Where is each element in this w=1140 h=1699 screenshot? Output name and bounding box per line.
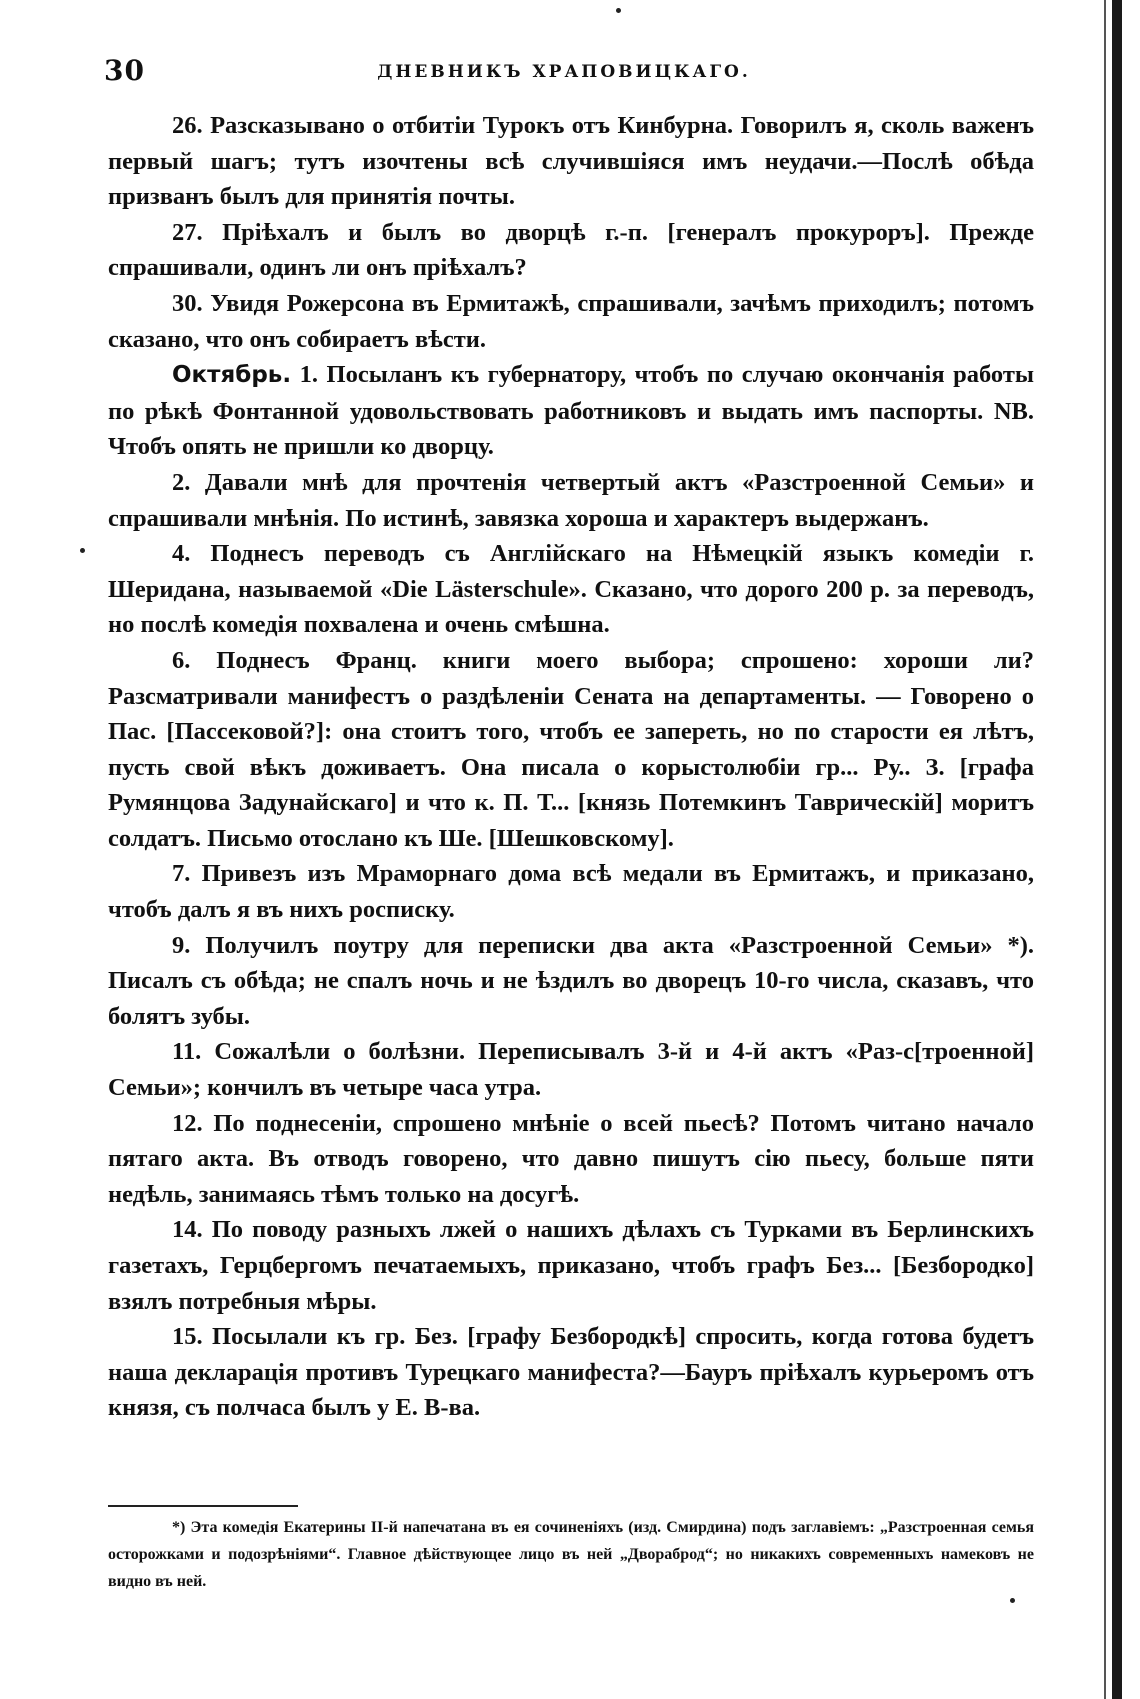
entry-15: 15. Посылали къ гр. Без. [графу Безбородкѣ] спросить, когда готова будетъ наша декларація противъ Турецкаго манифеста?—Бауръ пріѣхалъ курьеромъ отъ князя, съ полчаса былъ у Е. В-ва.	[108, 1323, 1034, 1422]
entry-26: 26. Разсказывано о отбитіи Турокъ отъ Кинбурна. Говорилъ я, сколь важенъ первый шагъ; тутъ изочтены всѣ случившіяся имъ неудачи.—Послѣ обѣда призванъ былъ для принятія почты.	[108, 112, 1034, 211]
scan-speck	[616, 8, 621, 13]
entry-11: 11. Сожалѣли о болѣзни. Переписывалъ 3-й и 4-й актъ «Раз-с[троенной] Семьи»; кончилъ въ четыре часа утра.	[108, 1038, 1034, 1102]
entry-6: 6. Поднесъ Франц. книги моего выбора; спрошено: хороши ли? Разсматривали манифестъ о раздѣленіи Сената на департаменты. — Говорено о Пас. [Пассековой?]: она стоитъ того, чтобъ ее запереть, но по старости ея лѣтъ, пусть свой вѣкъ доживаетъ. Она писала о корыстолюбіи гр... Ру.. З. [графа Румянцова Задунайскаго] и что к. П. Т... [князь Потемкинъ Таврическій] моритъ солдатъ. Письмо отослано къ Ше. [Шешковскому].	[108, 646, 1034, 852]
entry-9: 9. Получилъ поутру для переписки два акта «Разстроенной Семьи» *). Писалъ съ обѣда; не спалъ ночь и не ѣздилъ во дворецъ 10-го числа, сказавъ, что болятъ зубы.	[108, 931, 1034, 1030]
entry-14: 14. По поводу разныхъ лжей о нашихъ дѣлахъ съ Турками въ Берлинскихъ газетахъ, Герцбергомъ печатаемыхъ, приказано, чтобъ графъ Без... [Безбородко] взялъ потребныя мѣры.	[108, 1216, 1034, 1315]
entry-7: 7. Привезъ изъ Мраморнаго дома всѣ медали въ Ермитажъ, и приказано, чтобъ далъ я въ нихъ росписку.	[108, 860, 1034, 924]
entry-27: 27. Пріѣхалъ и былъ во дворцѣ г.-п. [генералъ прокуроръ]. Прежде спрашивали, одинъ ли онъ пріѣхалъ?	[108, 218, 1034, 282]
scan-speck	[80, 548, 85, 553]
page-spine-edge	[1112, 0, 1122, 1699]
footnote-rule	[108, 1505, 298, 1507]
entry-2: 2. Давали мнѣ для прочтенія четвертый актъ «Разстроенной Семьи» и спрашивали мнѣнія. По истинѣ, завязка хороша и характеръ выдержанъ.	[108, 468, 1034, 532]
entry-30: 30. Увидя Рожерсона въ Ермитажѣ, спрашивали, зачѣмъ приходилъ; потомъ сказано, что онъ собираетъ вѣсти.	[108, 289, 1034, 353]
entry-october-1-text: 1. Посыланъ къ губернатору, чтобъ по случаю окончанія работы по рѣкѣ Фонтанной удовольствовать работниковъ и выдать имъ паспорты. NB. Чтобъ опять не пришли ко дворцу.	[108, 361, 1034, 461]
page-header	[104, 54, 1024, 94]
diary-text	[108, 108, 1034, 1426]
page-number: 30	[104, 54, 145, 87]
running-title: ДНЕВНИКЪ ХРАПОВИЦКАГО.	[377, 62, 751, 82]
page-gutter-line	[1104, 0, 1106, 1699]
footnote: *) Эта комедія Екатерины II-й напечатана въ ея сочиненіяхъ (изд. Смирдина) подъ заглавіемъ: „Разстроенная семья осторожками и подозрѣніями“. Главное дѣйствующее лицо въ ней „Двораброд“; но никакихъ современныхъ намековъ не видно въ ней.	[108, 1519, 1034, 1590]
month-heading: Октябрь.	[172, 362, 292, 389]
entry-4: 4. Поднесъ переводъ съ Англійскаго на Нѣмецкій языкъ комедіи г. Шеридана, называемой «Die Lästerschule». Сказано, что дорого 200 р. за переводъ, но послѣ комедія похвалена и очень смѣшна.	[108, 540, 1034, 639]
entry-12: 12. По поднесеніи, спрошено мнѣніе о всей пьесѣ? Потомъ читано начало пятаго акта. Въ отводъ говорено, что давно пишутъ сію пьесу, больше пяти недѣль, занимаясь тѣмъ только на досугѣ.	[108, 1109, 1034, 1208]
entry-october-1	[108, 357, 1034, 465]
scan-speck	[1010, 1598, 1015, 1603]
